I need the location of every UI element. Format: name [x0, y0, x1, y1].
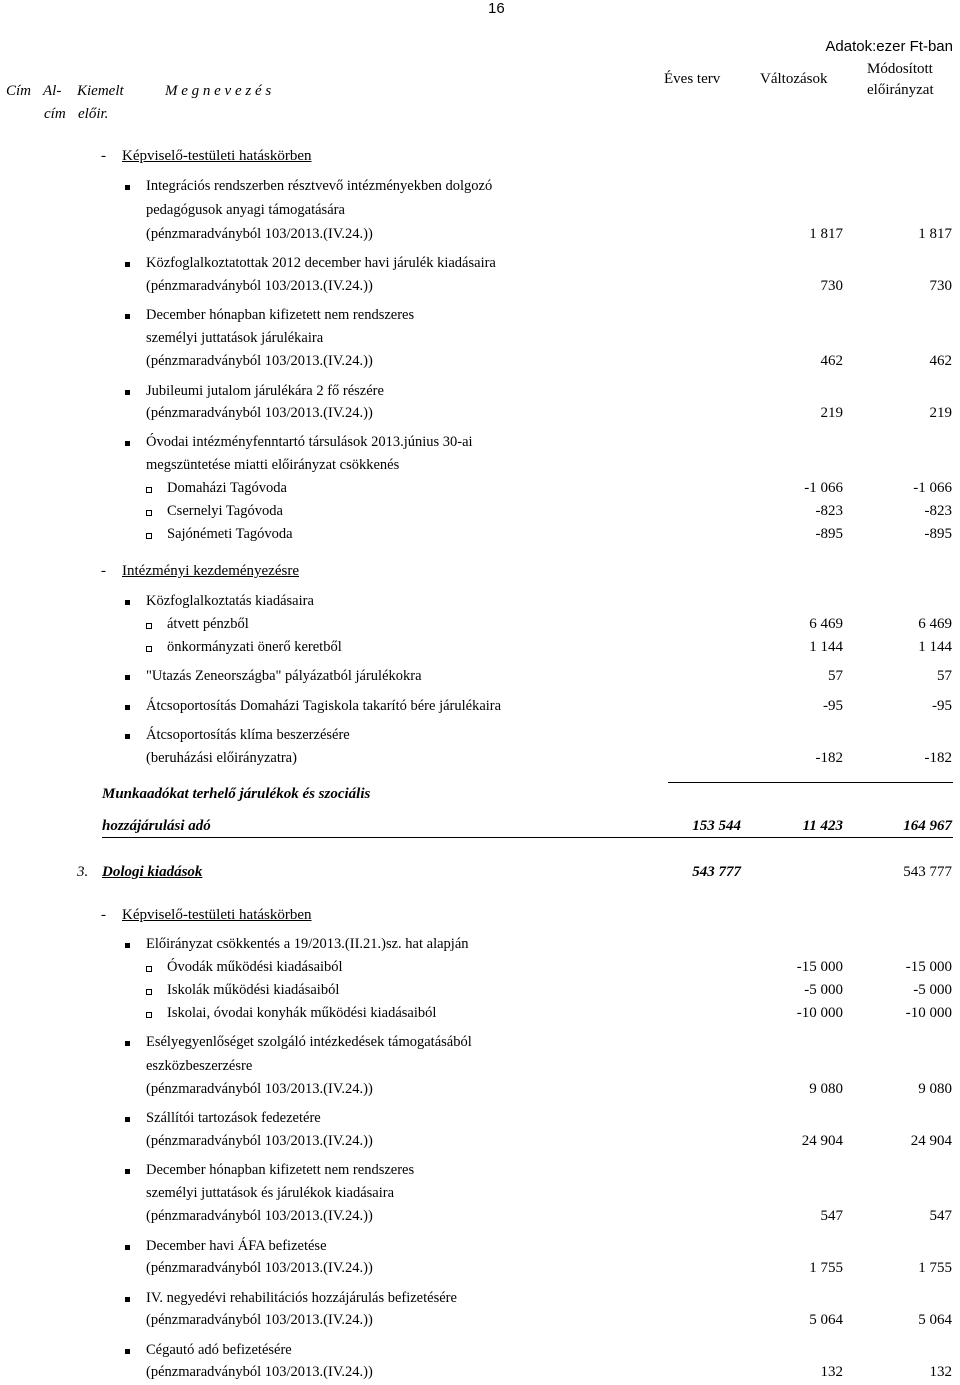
- value-valtozas: -10 000: [796, 1005, 843, 1021]
- section-dologi-kiadasok: Dologi kiadások: [102, 864, 203, 880]
- row-text: átvett pénzből: [167, 616, 249, 632]
- value-modositott: -10 000: [905, 1005, 952, 1021]
- item-number: 3.: [77, 864, 89, 880]
- row-text: (pénzmaradványból 103/2013.(IV.24.)): [146, 405, 373, 421]
- header-megnevezes: M e g n e v e z é s: [165, 83, 272, 99]
- subtotal-title: Munkaadókat terhelő járulékok és szociális: [102, 786, 371, 802]
- value-modositott: 164 967: [903, 818, 952, 834]
- value-valtozas: 730: [820, 278, 843, 294]
- value-valtozas: -1 066: [804, 480, 843, 496]
- header-eloir: előir.: [78, 106, 109, 122]
- value-modositott: 730: [929, 278, 952, 294]
- value-modositott: 219: [929, 405, 952, 421]
- subtotal-title: hozzájárulási adó: [102, 818, 211, 834]
- row-text: eszközbeszerzésre: [146, 1058, 253, 1074]
- row-text: Átcsoportosítás klíma beszerzésére: [146, 727, 350, 743]
- row-text: önkormányzati önerő keretből: [167, 639, 342, 655]
- value-modositott: 547: [929, 1208, 952, 1224]
- section-intezmenyi: Intézményi kezdeményezésre: [122, 563, 299, 579]
- value-valtozas: 547: [820, 1208, 843, 1224]
- value-modositott: -95: [932, 698, 952, 714]
- bullet-icon: [125, 441, 130, 446]
- value-modositott: 1 144: [918, 639, 952, 655]
- bullet-icon: [125, 1349, 130, 1354]
- row-text: személyi juttatások és járulékok kiadásaira: [146, 1185, 395, 1201]
- value-modositott: -895: [924, 526, 952, 542]
- hollow-bullet-icon: [146, 646, 152, 652]
- divider-line: [102, 837, 953, 838]
- value-valtozas: -895: [815, 526, 843, 542]
- hollow-bullet-icon: [146, 533, 152, 539]
- row-text: December havi ÁFA befizetése: [146, 1238, 327, 1254]
- row-text: (pénzmaradványból 103/2013.(IV.24.)): [146, 1260, 373, 1276]
- row-text: "Utazás Zeneországba" pályázatból járulékokra: [146, 668, 422, 684]
- divider-line: [668, 782, 953, 783]
- value-valtozas: 9 080: [809, 1081, 843, 1097]
- header-cim: Cím: [6, 83, 32, 99]
- value-modositott: -15 000: [905, 959, 952, 975]
- value-modositott: 24 904: [910, 1133, 952, 1149]
- bullet-icon: [125, 1297, 130, 1302]
- row-text: (pénzmaradványból 103/2013.(IV.24.)): [146, 353, 373, 369]
- section-kepviselo: Képviselő-testületi hatáskörben: [122, 148, 312, 164]
- value-valtozas: -182: [815, 750, 843, 766]
- bullet-icon: [125, 185, 130, 190]
- bullet-icon: [125, 314, 130, 319]
- value-valtozas: 462: [820, 353, 843, 369]
- dash-marker: -: [101, 907, 106, 923]
- bullet-icon: [125, 675, 130, 680]
- dash-marker: -: [101, 148, 106, 164]
- bullet-icon: [125, 390, 130, 395]
- value-valtozas: -5 000: [804, 982, 843, 998]
- bullet-icon: [125, 943, 130, 948]
- value-modositott: 1 755: [918, 1260, 952, 1276]
- row-text: (pénzmaradványból 103/2013.(IV.24.)): [146, 1208, 373, 1224]
- bullet-icon: [125, 600, 130, 605]
- hollow-bullet-icon: [146, 487, 152, 493]
- row-text: Domaházi Tagóvoda: [167, 480, 287, 496]
- value-modositott: 132: [929, 1364, 952, 1380]
- header-alcim: Al-: [43, 83, 62, 99]
- row-text: Előirányzat csökkentés a 19/2013.(II.21.)sz. hat alapján: [146, 936, 469, 952]
- row-text: Óvodai intézményfenntartó társulások 2013.június 30-ai: [146, 434, 473, 450]
- value-valtozas: 219: [820, 405, 843, 421]
- value-modositott: -5 000: [913, 982, 952, 998]
- hollow-bullet-icon: [146, 989, 152, 995]
- bullet-icon: [125, 1245, 130, 1250]
- value-valtozas: 24 904: [801, 1133, 843, 1149]
- header-valtozasok: Változások: [760, 71, 828, 87]
- row-text: (pénzmaradványból 103/2013.(IV.24.)): [146, 1133, 373, 1149]
- header-kiemelt: Kiemelt: [77, 83, 124, 99]
- value-valtozas: 5 064: [809, 1312, 843, 1328]
- value-modositott: 543 777: [903, 864, 952, 880]
- row-text: (pénzmaradványból 103/2013.(IV.24.)): [146, 1312, 373, 1328]
- bullet-icon: [125, 734, 130, 739]
- row-text: (pénzmaradványból 103/2013.(IV.24.)): [146, 1081, 373, 1097]
- value-modositott: 1 817: [918, 226, 952, 242]
- row-text: (pénzmaradványból 103/2013.(IV.24.)): [146, 1364, 373, 1380]
- row-text: Átcsoportosítás Domaházi Tagiskola takarító bére járulékaira: [146, 698, 502, 714]
- value-valtozas: 1 144: [809, 639, 843, 655]
- value-modositott: 5 064: [918, 1312, 952, 1328]
- hollow-bullet-icon: [146, 623, 152, 629]
- hollow-bullet-icon: [146, 510, 152, 516]
- value-valtozas: 57: [828, 668, 843, 684]
- value-modositott: -823: [924, 503, 952, 519]
- hollow-bullet-icon: [146, 1012, 152, 1018]
- row-text: pedagógusok anyagi támogatására: [146, 202, 345, 218]
- bullet-icon: [125, 1117, 130, 1122]
- row-text: Integrációs rendszerben résztvevő intézményekben dolgozó: [146, 178, 493, 194]
- value-eves-terv: 153 544: [692, 818, 741, 834]
- value-valtozas: -95: [823, 698, 843, 714]
- dash-marker: -: [101, 563, 106, 579]
- header-cim2: cím: [44, 106, 66, 122]
- row-text: Közfoglalkoztatás kiadásaira: [146, 593, 314, 609]
- value-valtozas: 6 469: [809, 616, 843, 632]
- row-text: December hónapban kifizetett nem rendszeres: [146, 1162, 415, 1178]
- header-eloiranyzat: előirányzat: [867, 82, 934, 98]
- header-eves-terv: Éves terv: [664, 71, 721, 87]
- units-label: Adatok:ezer Ft-ban: [825, 38, 953, 55]
- row-text: személyi juttatások járulékaira: [146, 330, 324, 346]
- row-text: Jubileumi jutalom járulékára 2 fő részére: [146, 383, 384, 399]
- value-modositott: 9 080: [918, 1081, 952, 1097]
- value-modositott: 57: [937, 668, 952, 684]
- bullet-icon: [125, 1169, 130, 1174]
- bullet-icon: [125, 1041, 130, 1046]
- value-valtozas: 1 817: [809, 226, 843, 242]
- row-text: Közfoglalkoztatottak 2012 december havi járulék kiadásaira: [146, 255, 496, 271]
- bullet-icon: [125, 262, 130, 267]
- page-number: 16: [488, 0, 505, 17]
- row-text: Iskolai, óvodai konyhák működési kiadásaiból: [167, 1005, 437, 1021]
- value-valtozas: -15 000: [796, 959, 843, 975]
- value-modositott: 462: [929, 353, 952, 369]
- row-text: Esélyegyenlőséget szolgáló intézkedések támogatásából: [146, 1034, 472, 1050]
- value-modositott: 6 469: [918, 616, 952, 632]
- value-eves-terv: 543 777: [692, 864, 741, 880]
- row-text: Csernelyi Tagóvoda: [167, 503, 283, 519]
- row-text: megszüntetése miatti előirányzat csökkenés: [146, 457, 400, 473]
- row-text: (beruházási előirányzatra): [146, 750, 297, 766]
- hollow-bullet-icon: [146, 966, 152, 972]
- row-text: Cégautó adó befizetésére: [146, 1342, 292, 1358]
- row-text: IV. negyedévi rehabilitációs hozzájárulás befizetésére: [146, 1290, 457, 1306]
- value-valtozas: 11 423: [802, 818, 843, 834]
- section-kepviselo: Képviselő-testületi hatáskörben: [122, 907, 312, 923]
- value-valtozas: -823: [815, 503, 843, 519]
- row-text: Óvodák működési kiadásaiból: [167, 959, 343, 975]
- header-modositott: Módosított: [867, 61, 933, 77]
- row-text: Iskolák működési kiadásaiból: [167, 982, 340, 998]
- value-valtozas: 1 755: [809, 1260, 843, 1276]
- row-text: (pénzmaradványból 103/2013.(IV.24.)): [146, 278, 373, 294]
- value-modositott: -1 066: [913, 480, 952, 496]
- bullet-icon: [125, 705, 130, 710]
- value-valtozas: 132: [820, 1364, 843, 1380]
- row-text: Szállítói tartozások fedezetére: [146, 1110, 321, 1126]
- row-text: December hónapban kifizetett nem rendszeres: [146, 307, 415, 323]
- row-text: Sajónémeti Tagóvoda: [167, 526, 293, 542]
- row-text: (pénzmaradványból 103/2013.(IV.24.)): [146, 226, 373, 242]
- value-modositott: -182: [924, 750, 952, 766]
